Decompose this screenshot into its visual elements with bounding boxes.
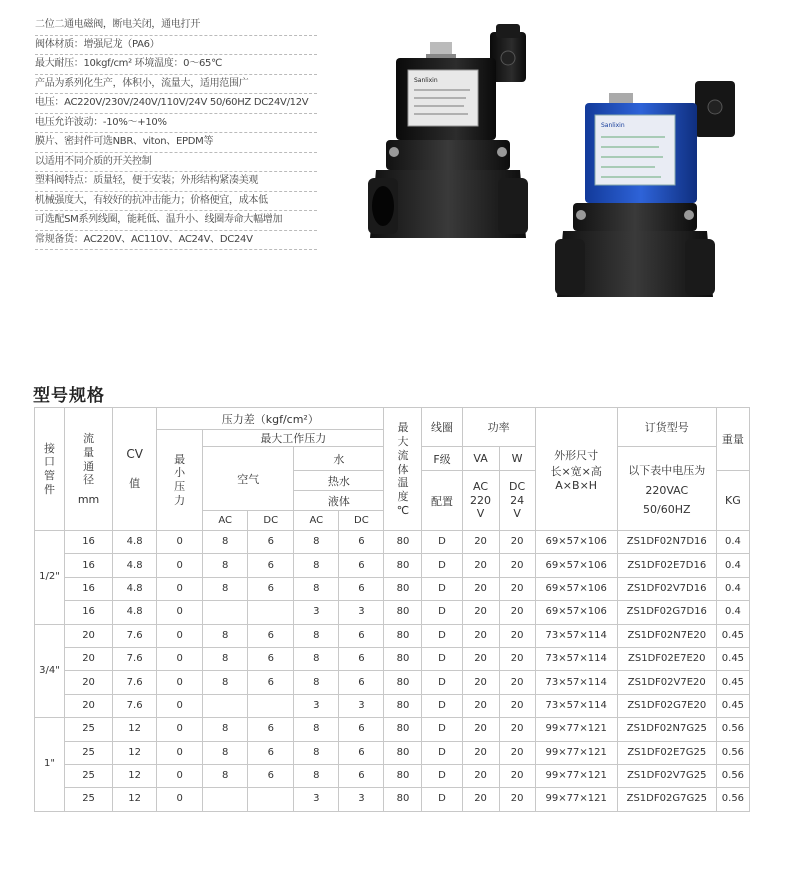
table-cell: 20	[499, 764, 535, 787]
table-cell: 80	[384, 531, 422, 554]
table-cell	[248, 694, 294, 717]
table-cell: ZS1DF02V7E20	[617, 671, 716, 694]
table-cell: 8	[203, 718, 248, 741]
table-cell: D	[422, 624, 462, 647]
header-order-sub: 以下表中电压为 220VAC 50/60HZ	[617, 447, 716, 531]
spec-line: 膜片、密封件可选NBR、viton、EPDM等	[35, 133, 317, 153]
port-size-cell: 1"	[35, 718, 65, 812]
header-temp: 最大流体温度 ℃	[384, 408, 422, 531]
spec-line: 常规备货：AC220V、AC110V、AC24V、DC24V	[35, 231, 317, 251]
table-cell: 69×57×106	[535, 554, 617, 577]
table-cell: 20	[65, 624, 113, 647]
table-cell: 6	[339, 624, 384, 647]
spec-line: 阀体材质：增强尼龙（PA6）	[35, 36, 317, 56]
section-title: 型号规格	[33, 386, 105, 406]
table-cell: 3	[339, 788, 384, 811]
table-cell: 0.45	[716, 671, 749, 694]
header-va: VA	[462, 447, 499, 471]
table-row	[35, 624, 750, 647]
table-cell: 6	[248, 531, 294, 554]
table-cell: 0.4	[716, 577, 749, 600]
table-cell: 20	[499, 531, 535, 554]
table-cell: 25	[65, 741, 113, 764]
valve-image-black	[368, 18, 558, 243]
table-cell: 16	[65, 601, 113, 624]
table-cell: 80	[384, 694, 422, 717]
table-cell: 12	[113, 741, 157, 764]
table-cell: 0.56	[716, 764, 749, 787]
valve-image-blue	[555, 75, 745, 300]
table-cell: 99×77×121	[535, 741, 617, 764]
table-cell: 0.45	[716, 694, 749, 717]
table-cell: 6	[248, 554, 294, 577]
table-cell: 3	[294, 788, 339, 811]
table-cell: 0.56	[716, 788, 749, 811]
table-cell: 7.6	[113, 671, 157, 694]
table-cell: D	[422, 554, 462, 577]
table-cell: D	[422, 531, 462, 554]
table-cell: 6	[248, 764, 294, 787]
table-cell: 20	[462, 647, 499, 670]
table-cell: ZS1DF02G7E20	[617, 694, 716, 717]
table-cell: 69×57×106	[535, 531, 617, 554]
table-cell: 20	[462, 718, 499, 741]
header-water: 水	[294, 447, 384, 471]
table-cell: 20	[65, 694, 113, 717]
table-cell: 0	[157, 554, 203, 577]
spec-line: 可选配SM系列线圈，能耗低、温升小、线圈寿命大幅增加	[35, 211, 317, 231]
table-cell: 6	[248, 647, 294, 670]
table-cell: 0	[157, 624, 203, 647]
table-cell: ZS1DF02E7D16	[617, 554, 716, 577]
table-cell: ZS1DF02V7G25	[617, 764, 716, 787]
table-cell: 4.8	[113, 531, 157, 554]
table-cell: ZS1DF02G7D16	[617, 601, 716, 624]
table-cell	[203, 694, 248, 717]
table-cell: 80	[384, 577, 422, 600]
table-cell: ZS1DF02N7D16	[617, 531, 716, 554]
spec-line: 电压允许波动：-10%～+10%	[35, 114, 317, 134]
table-cell: 0.56	[716, 718, 749, 741]
header-water-dc: DC	[339, 511, 384, 531]
table-cell: 6	[339, 671, 384, 694]
table-cell: 8	[294, 624, 339, 647]
table-cell: 0	[157, 694, 203, 717]
table-cell: 0.45	[716, 647, 749, 670]
header-min-pressure: 最小压力	[157, 430, 203, 531]
spec-table-body	[35, 531, 750, 812]
table-cell: ZS1DF02V7D16	[617, 577, 716, 600]
table-cell: 6	[339, 718, 384, 741]
table-cell: ZS1DF02N7G25	[617, 718, 716, 741]
header-ac220: AC 220 V	[462, 471, 499, 531]
table-cell: 7.6	[113, 647, 157, 670]
table-cell: 20	[499, 577, 535, 600]
table-row	[35, 694, 750, 717]
table-cell: 80	[384, 764, 422, 787]
table-cell: 3	[294, 601, 339, 624]
table-cell: 80	[384, 647, 422, 670]
table-row	[35, 554, 750, 577]
header-coil: 线圈	[422, 408, 462, 447]
table-cell: D	[422, 694, 462, 717]
table-cell: 8	[294, 531, 339, 554]
table-cell: 20	[462, 671, 499, 694]
table-cell: 12	[113, 788, 157, 811]
table-cell: D	[422, 718, 462, 741]
header-pressure: 压力差（kgf/cm²）	[157, 408, 384, 430]
table-cell: 20	[462, 554, 499, 577]
table-cell: 20	[462, 764, 499, 787]
table-cell: ZS1DF02G7G25	[617, 788, 716, 811]
table-cell: ZS1DF02N7E20	[617, 624, 716, 647]
table-cell: 16	[65, 531, 113, 554]
header-port: 接口管件	[35, 408, 65, 531]
table-cell: 0	[157, 718, 203, 741]
table-cell: 0	[157, 788, 203, 811]
port-size-cell: 1/2"	[35, 531, 65, 625]
table-cell: 80	[384, 671, 422, 694]
table-cell: 80	[384, 624, 422, 647]
table-cell: 8	[203, 577, 248, 600]
coil-brand-label: Sanlixin	[601, 122, 625, 129]
table-cell: 8	[203, 554, 248, 577]
table-cell: 20	[499, 601, 535, 624]
table-row	[35, 764, 750, 787]
table-cell: 12	[113, 764, 157, 787]
table-cell: 0.56	[716, 741, 749, 764]
table-cell: 73×57×114	[535, 671, 617, 694]
table-cell: D	[422, 671, 462, 694]
table-cell: 8	[203, 764, 248, 787]
table-cell	[248, 601, 294, 624]
header-liquid: 液体	[294, 491, 384, 511]
header-dimension: 外形尺寸 长×宽×高 A×B×H	[535, 408, 617, 531]
table-cell: 20	[499, 554, 535, 577]
table-cell: 80	[384, 554, 422, 577]
table-cell: ZS1DF02E7E20	[617, 647, 716, 670]
table-cell: 6	[339, 741, 384, 764]
table-cell: 0	[157, 741, 203, 764]
header-hot-water: 热水	[294, 471, 384, 491]
table-cell: 20	[499, 788, 535, 811]
table-cell: 8	[294, 577, 339, 600]
table-cell: 8	[203, 624, 248, 647]
table-cell: 8	[203, 671, 248, 694]
port-size-cell: 3/4"	[35, 624, 65, 718]
table-cell: 25	[65, 764, 113, 787]
table-cell: 6	[339, 647, 384, 670]
header-air-ac: AC	[203, 511, 248, 531]
table-cell: D	[422, 741, 462, 764]
table-cell: 4.8	[113, 601, 157, 624]
spec-line: 机械强度大，有较好的抗冲击能力；价格便宜，成本低	[35, 192, 317, 212]
header-f-class: F级	[422, 447, 462, 471]
table-cell: 73×57×114	[535, 694, 617, 717]
table-cell: D	[422, 764, 462, 787]
header-order: 订货型号	[617, 408, 716, 447]
spec-table	[34, 407, 750, 812]
table-cell: 80	[384, 601, 422, 624]
table-cell: 20	[499, 624, 535, 647]
spec-line: 电压：AC220V/230V/240V/110V/24V 50/60HZ DC24V/12V	[35, 94, 317, 114]
header-power: 功率	[462, 408, 535, 447]
table-cell: 0	[157, 531, 203, 554]
table-cell: 0	[157, 577, 203, 600]
table-cell: 0.4	[716, 531, 749, 554]
table-cell: 20	[499, 718, 535, 741]
table-cell: 0	[157, 647, 203, 670]
table-cell: 6	[248, 671, 294, 694]
table-cell: 6	[248, 577, 294, 600]
table-cell: 0.4	[716, 554, 749, 577]
table-cell: 20	[499, 694, 535, 717]
table-cell: 20	[65, 647, 113, 670]
table-cell: 25	[65, 788, 113, 811]
table-cell: 8	[294, 671, 339, 694]
table-cell: D	[422, 601, 462, 624]
table-row	[35, 788, 750, 811]
table-cell: 6	[339, 531, 384, 554]
table-cell: ZS1DF02E7G25	[617, 741, 716, 764]
table-cell: 20	[499, 647, 535, 670]
table-cell: 73×57×114	[535, 624, 617, 647]
header-config: 配置	[422, 471, 462, 531]
spec-list	[35, 16, 317, 250]
header-dc24: DC 24 V	[499, 471, 535, 531]
table-cell: D	[422, 577, 462, 600]
table-cell: 80	[384, 788, 422, 811]
header-weight: 重量	[716, 408, 749, 471]
header-kg: KG	[716, 471, 749, 531]
table-cell: 69×57×106	[535, 601, 617, 624]
table-cell: 16	[65, 554, 113, 577]
table-row	[35, 601, 750, 624]
table-cell: 3	[339, 694, 384, 717]
table-cell: 8	[203, 741, 248, 764]
table-cell: 6	[339, 577, 384, 600]
table-cell: 8	[203, 531, 248, 554]
table-cell: 12	[113, 718, 157, 741]
table-row	[35, 531, 750, 554]
table-cell: 3	[294, 694, 339, 717]
table-cell: 8	[203, 647, 248, 670]
table-cell: 0	[157, 601, 203, 624]
table-cell: 6	[339, 554, 384, 577]
table-cell: D	[422, 647, 462, 670]
table-cell	[203, 788, 248, 811]
spec-line: 最大耐压：10kgf/cm² 环境温度：0～65℃	[35, 55, 317, 75]
table-cell: 20	[462, 601, 499, 624]
table-cell: 8	[294, 741, 339, 764]
table-row	[35, 577, 750, 600]
table-cell: 0	[157, 764, 203, 787]
table-cell: 80	[384, 741, 422, 764]
table-cell: 20	[65, 671, 113, 694]
coil-brand-label: Sanlixin	[414, 77, 438, 84]
table-cell: 7.6	[113, 694, 157, 717]
table-cell: 8	[294, 647, 339, 670]
table-cell: 6	[248, 624, 294, 647]
table-cell: 20	[499, 671, 535, 694]
table-cell: 80	[384, 718, 422, 741]
table-cell: 99×77×121	[535, 764, 617, 787]
table-cell: 8	[294, 764, 339, 787]
table-cell: 99×77×121	[535, 788, 617, 811]
header-dn: 流量通径 mm	[65, 408, 113, 531]
table-row	[35, 741, 750, 764]
table-cell: 0.4	[716, 601, 749, 624]
spec-line: 塑料阀特点：质量轻，便于安装；外形结构紧凑美观	[35, 172, 317, 192]
spec-line: 产品为系列化生产，体积小，流量大，适用范围广	[35, 75, 317, 95]
table-row	[35, 647, 750, 670]
table-cell: 73×57×114	[535, 647, 617, 670]
table-cell: 0.45	[716, 624, 749, 647]
table-cell: 4.8	[113, 577, 157, 600]
table-cell: 16	[65, 577, 113, 600]
table-cell: 20	[462, 531, 499, 554]
table-row	[35, 718, 750, 741]
table-cell: 20	[462, 577, 499, 600]
header-max-pressure: 最大工作压力	[203, 430, 384, 447]
table-cell: 4.8	[113, 554, 157, 577]
table-cell: D	[422, 788, 462, 811]
table-cell: 20	[462, 624, 499, 647]
table-row	[35, 671, 750, 694]
table-cell: 69×57×106	[535, 577, 617, 600]
table-cell: 8	[294, 718, 339, 741]
table-cell: 20	[499, 741, 535, 764]
table-cell: 6	[248, 718, 294, 741]
table-cell: 0	[157, 671, 203, 694]
table-cell: 6	[248, 741, 294, 764]
table-cell	[248, 788, 294, 811]
table-cell: 3	[339, 601, 384, 624]
table-cell: 20	[462, 741, 499, 764]
table-cell: 20	[462, 788, 499, 811]
spec-line: 二位二通电磁阀，断电关闭，通电打开	[35, 16, 317, 36]
table-cell: 20	[462, 694, 499, 717]
table-cell	[203, 601, 248, 624]
table-cell: 99×77×121	[535, 718, 617, 741]
table-cell: 8	[294, 554, 339, 577]
table-cell: 7.6	[113, 624, 157, 647]
header-cv: CV 值	[113, 408, 157, 531]
table-cell: 6	[339, 764, 384, 787]
table-cell: 25	[65, 718, 113, 741]
header-water-ac: AC	[294, 511, 339, 531]
header-air: 空气	[203, 447, 294, 511]
spec-line: 以适用不同介质的开关控制	[35, 153, 317, 173]
header-air-dc: DC	[248, 511, 294, 531]
header-w: W	[499, 447, 535, 471]
